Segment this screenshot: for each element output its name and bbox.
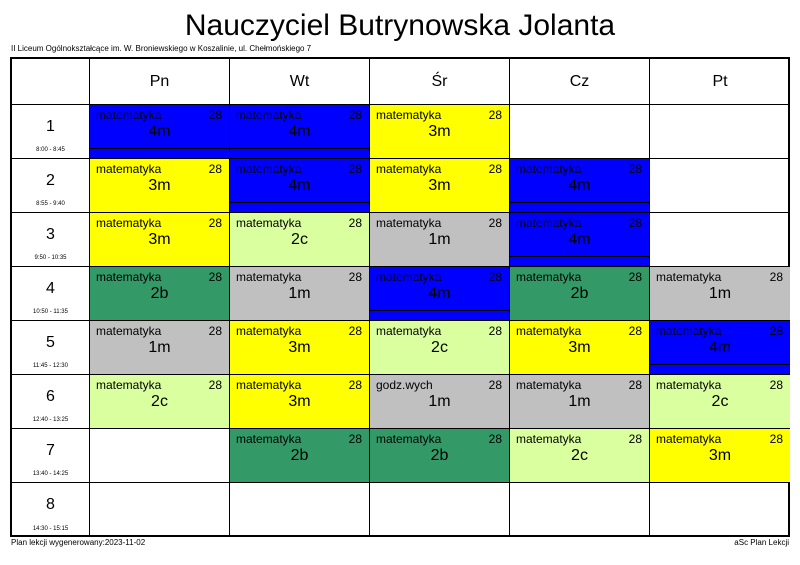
period-header (12, 213, 90, 267)
lesson-cell[interactable] (650, 429, 790, 483)
lesson-subject: matematyka (656, 324, 722, 338)
lesson-subject: matematyka (236, 378, 302, 392)
group-stripe (510, 256, 649, 266)
group-stripe (370, 310, 509, 320)
lesson-class: 3m (708, 447, 732, 464)
empty-slot (90, 429, 230, 483)
lesson-class: 4m (568, 231, 591, 248)
period-time: 11:45 - 12:30 (33, 363, 68, 369)
timetable-grid (10, 57, 790, 537)
lesson-cell[interactable] (370, 267, 510, 321)
period-number: 6 (46, 388, 55, 405)
lesson-room: 28 (769, 270, 783, 284)
lesson-room: 28 (208, 216, 222, 230)
lesson-class: 2c (151, 393, 168, 410)
period-header (12, 159, 90, 213)
lesson-room: 28 (348, 378, 362, 392)
lesson-cell[interactable] (510, 159, 650, 213)
lesson-class: 3m (428, 177, 451, 194)
period-header (12, 267, 90, 321)
lesson-cell[interactable] (230, 105, 370, 159)
lesson-subject: matematyka (236, 324, 302, 338)
lesson-subject: matematyka (516, 216, 582, 230)
lesson-room: 28 (348, 324, 362, 338)
lesson-class: 1m (288, 285, 311, 302)
lesson-room: 28 (208, 324, 222, 338)
empty-slot (650, 159, 790, 213)
period-time: 13:40 - 14:25 (32, 471, 69, 477)
lesson-cell[interactable] (90, 105, 230, 159)
lesson-room: 28 (769, 324, 783, 338)
lesson-subject: matematyka (96, 108, 162, 122)
lesson-class: 2c (431, 339, 448, 356)
lesson-class: 2c (711, 393, 729, 410)
lesson-room: 28 (628, 432, 642, 446)
period-time: 10:50 - 11:35 (33, 309, 68, 315)
lesson-subject: matematyka (376, 432, 442, 446)
period-header (12, 321, 90, 375)
period-time: 8:00 - 8:45 (36, 147, 65, 153)
lesson-subject: matematyka (376, 108, 442, 122)
period-number: 5 (46, 334, 55, 351)
lesson-room: 28 (348, 108, 362, 122)
lesson-class: 1m (148, 339, 171, 356)
lesson-class: 4m (708, 339, 732, 356)
lesson-cell[interactable] (370, 429, 510, 483)
lesson-cell[interactable] (510, 429, 650, 483)
lesson-cell[interactable] (370, 375, 510, 429)
period-number: 4 (46, 280, 55, 297)
lesson-class: 4m (428, 285, 451, 302)
day-header: Śr (370, 59, 510, 105)
lesson-cell[interactable] (90, 213, 230, 267)
lesson-subject: matematyka (656, 378, 722, 392)
lesson-subject: matematyka (516, 270, 582, 284)
lesson-class: 3m (428, 123, 451, 140)
day-header: Pn (90, 59, 230, 105)
period-number: 1 (46, 118, 55, 135)
lesson-cell[interactable] (230, 267, 370, 321)
lesson-class: 3m (568, 339, 591, 356)
lesson-cell[interactable] (230, 375, 370, 429)
lesson-room: 28 (208, 108, 222, 122)
lesson-room: 28 (488, 108, 502, 122)
lesson-class: 3m (148, 231, 171, 248)
lesson-cell[interactable] (90, 159, 230, 213)
lesson-cell[interactable] (370, 321, 510, 375)
generated-date: Plan lekcji wygenerowany:2023-11-02 (11, 538, 146, 547)
lesson-class: 2c (571, 447, 588, 464)
lesson-room: 28 (488, 432, 502, 446)
empty-slot (650, 105, 790, 159)
period-time: 8:55 - 9:40 (36, 201, 65, 207)
lesson-class: 3m (288, 339, 311, 356)
lesson-room: 28 (628, 162, 642, 176)
empty-slot (90, 483, 230, 537)
lesson-cell[interactable] (650, 375, 790, 429)
period-number: 2 (46, 172, 55, 189)
day-header: Cz (510, 59, 650, 105)
lesson-class: 3m (288, 393, 311, 410)
school-name: II Liceum Ogólnokształcące im. W. Broniewskiego w Koszalinie, ul. Chełmońskiego 7 (11, 44, 312, 53)
period-number: 3 (46, 226, 55, 243)
lesson-room: 28 (348, 216, 362, 230)
lesson-room: 28 (628, 216, 642, 230)
lesson-room: 28 (208, 270, 222, 284)
lesson-subject: matematyka (376, 324, 442, 338)
group-stripe (510, 202, 649, 212)
lesson-subject: matematyka (236, 432, 302, 446)
lesson-room: 28 (208, 378, 222, 392)
lesson-class: 2b (570, 285, 589, 302)
period-header (12, 375, 90, 429)
lesson-subject: matematyka (516, 432, 582, 446)
app-name: aSc Plan Lekcji (734, 538, 789, 547)
period-header (12, 105, 90, 159)
lesson-class: 2b (150, 285, 169, 302)
lesson-class: 4m (288, 177, 311, 194)
lesson-room: 28 (488, 216, 502, 230)
lesson-cell[interactable] (510, 375, 650, 429)
day-header: Pt (650, 59, 790, 105)
lesson-subject: matematyka (96, 162, 162, 176)
lesson-room: 28 (628, 270, 642, 284)
lesson-cell[interactable] (510, 321, 650, 375)
lesson-room: 28 (488, 162, 502, 176)
lesson-subject: matematyka (96, 378, 162, 392)
lesson-cell[interactable] (650, 321, 790, 375)
corner-cell (12, 59, 90, 105)
lesson-class: 4m (148, 123, 171, 140)
lesson-room: 28 (628, 324, 642, 338)
group-stripe (90, 148, 229, 158)
lesson-subject: godz.wych (376, 378, 433, 392)
lesson-subject: matematyka (236, 270, 302, 284)
empty-slot (230, 483, 370, 537)
empty-slot (650, 213, 790, 267)
lesson-subject: matematyka (376, 216, 442, 230)
period-time: 9:50 - 10:35 (34, 255, 67, 261)
lesson-cell[interactable] (90, 267, 230, 321)
group-stripe (230, 202, 369, 212)
lesson-room: 28 (348, 432, 362, 446)
lesson-cell[interactable] (90, 375, 230, 429)
lesson-room: 28 (488, 270, 502, 284)
lesson-subject: matematyka (656, 432, 722, 446)
lesson-subject: matematyka (656, 270, 722, 284)
lesson-cell[interactable] (510, 267, 650, 321)
lesson-room: 28 (488, 324, 502, 338)
empty-slot (370, 483, 510, 537)
lesson-class: 3m (148, 177, 171, 194)
lesson-class: 4m (568, 177, 591, 194)
lesson-cell[interactable] (230, 429, 370, 483)
lesson-subject: matematyka (96, 216, 162, 230)
day-header: Wt (230, 59, 370, 105)
lesson-class: 1m (428, 393, 451, 410)
lesson-subject: matematyka (96, 270, 162, 284)
lesson-room: 28 (769, 432, 783, 446)
lesson-class: 1m (568, 393, 591, 410)
period-number: 8 (46, 496, 55, 513)
lesson-subject: matematyka (516, 378, 582, 392)
empty-slot (650, 483, 790, 537)
lesson-cell[interactable] (370, 105, 510, 159)
lesson-room: 28 (488, 378, 502, 392)
lesson-subject: matematyka (96, 324, 162, 338)
lesson-room: 28 (348, 162, 362, 176)
period-time: 14:30 - 15:15 (32, 526, 69, 532)
lesson-class: 1m (428, 231, 451, 248)
lesson-class: 1m (708, 285, 732, 302)
period-header (12, 429, 90, 483)
lesson-subject: matematyka (376, 270, 442, 284)
lesson-class: 2b (290, 447, 309, 464)
lesson-cell[interactable] (510, 213, 650, 267)
lesson-class: 4m (288, 123, 311, 140)
lesson-room: 28 (769, 378, 783, 392)
lesson-room: 28 (348, 270, 362, 284)
lesson-cell[interactable] (90, 321, 230, 375)
group-stripe (650, 364, 790, 374)
lesson-subject: matematyka (236, 162, 302, 176)
lesson-cell[interactable] (230, 321, 370, 375)
lesson-subject: matematyka (516, 324, 582, 338)
empty-slot (510, 483, 650, 537)
group-stripe (230, 148, 369, 158)
period-header (12, 483, 90, 537)
period-time: 12:40 - 13:25 (32, 417, 69, 423)
lesson-cell[interactable] (230, 213, 370, 267)
lesson-subject: matematyka (376, 162, 442, 176)
period-number: 7 (46, 442, 55, 459)
lesson-subject: matematyka (516, 162, 582, 176)
lesson-cell[interactable] (370, 213, 510, 267)
lesson-cell[interactable] (370, 159, 510, 213)
lesson-class: 2c (291, 231, 308, 248)
lesson-room: 28 (208, 162, 222, 176)
lesson-cell[interactable] (650, 267, 790, 321)
lesson-subject: matematyka (236, 216, 302, 230)
lesson-room: 28 (628, 378, 642, 392)
page-title: Nauczyciel Butrynowska Jolanta (184, 9, 616, 42)
lesson-cell[interactable] (230, 159, 370, 213)
empty-slot (510, 105, 650, 159)
lesson-subject: matematyka (236, 108, 302, 122)
lesson-class: 2b (430, 447, 449, 464)
